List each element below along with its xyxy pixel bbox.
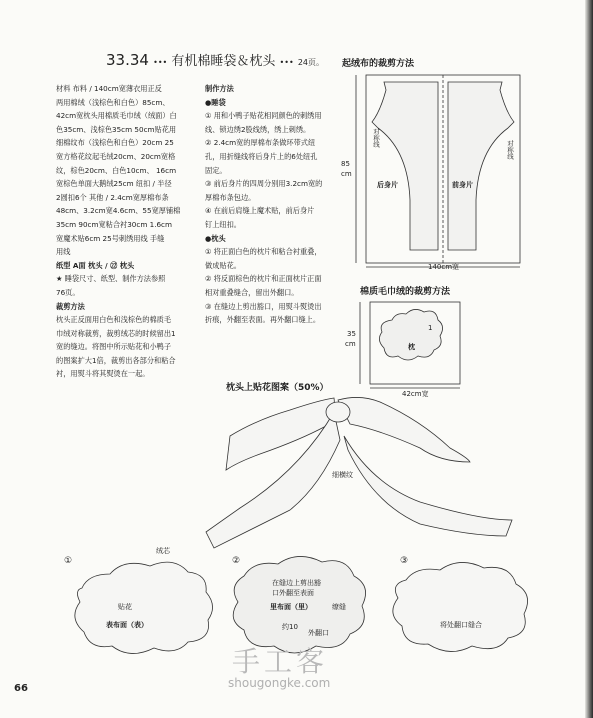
step-1-core-label: 绒芯 (156, 547, 170, 555)
project-number: 33.34 (106, 51, 149, 69)
text-line: 48cm、3.2cm宽4.6cm、55宽厚铺棉 (56, 206, 181, 216)
section-heading: 裁剪方法 (56, 301, 85, 311)
text-line: ③ 在缝边上剪出豁口，用熨斗熨烫出 (205, 301, 322, 311)
pillow-one-label: 1 (428, 324, 433, 332)
step-3-number: ③ (400, 556, 409, 566)
text-line: 相对重叠缝合，留出外翻口。 (205, 287, 299, 297)
section-heading: 制作方法 (205, 84, 234, 93)
text-line: 线、锁边绣2股线绣，绣上刺绣。 (205, 124, 311, 134)
step-1-number: ① (64, 556, 73, 566)
text-line: 巾绒对称裁剪，裁剪绒芯的时候留出1 (56, 328, 176, 338)
step-2-note-line2: 口外翻至表面 (272, 589, 314, 597)
step-1-caption-note: （表） (127, 621, 148, 629)
pillow-width-label: 42cm宽 (402, 390, 429, 398)
step-2-size-label: 约10 (282, 623, 298, 631)
step-2-number: ② (232, 556, 241, 566)
text-line: 衬，用熨斗将其熨烫在一起。 (56, 369, 150, 379)
title-pages: 24页。 (297, 58, 325, 67)
text-line: 色35cm、浅棕色35cm 50cm贴花用 (56, 124, 177, 134)
text-line: 用线 (56, 247, 71, 257)
text-line: 宽棕色单面大鹅绒25cm 纽扣 / 半径 (56, 179, 172, 189)
width-label: 140cm宽 (428, 263, 460, 271)
pillow-height-unit: cm (345, 340, 356, 348)
text-line: 纹，棕色20cm、白色10cm、 16cm (56, 165, 177, 175)
front-piece-label: 前身片 (452, 181, 473, 189)
text-line: 做成贴花。 (205, 260, 241, 270)
step-2-stitch-label: 缭缝 (332, 603, 346, 611)
text-line: 厚棉布条包边。 (205, 192, 256, 202)
step-2-center (270, 602, 312, 612)
text-line: 76页。 (56, 287, 80, 297)
page-number: 66 (14, 683, 28, 694)
subsection-heading: ●睡袋 (205, 97, 226, 107)
text-line: ② 2.4cm宽的厚棉布条做环带式纽 (205, 138, 316, 148)
pillow-height-label: 35 (347, 330, 356, 338)
sleeping-bag-cut-title: 起绒布的裁剪方法 (342, 59, 415, 69)
text-line: ④ 在前后肩缝上魔术贴，前后身片 (205, 206, 315, 216)
subsection-heading: ●枕头 (205, 233, 226, 243)
fold-line-label-right: 对称线 (506, 140, 514, 160)
text-line: 2圆扣6个 其他 / 2.4cm宽厚棉布条 (56, 192, 169, 202)
height-label: 85 (341, 160, 350, 168)
text-line: ① 将正面白色的枕片和粘合衬重叠， (205, 247, 322, 257)
text-line: ① 用和小鸭子贴花相同颜色的刺绣用 (205, 111, 322, 121)
text-line: 宽的缝边。将图中所示贴花和小鸭子 (56, 342, 172, 352)
text-line: 宽魔术贴6cm 25号刺绣用线 手缝 (56, 233, 165, 243)
text-line: 的图案扩大1倍，裁剪出各部分和粘合 (56, 355, 176, 365)
height-unit: cm (341, 170, 352, 178)
text-line: 纸型 A面 枕头 / ㉒ 枕头 (56, 260, 135, 270)
watermark-url: shougongke.com (228, 676, 331, 690)
project-title: 有机棉睡袋＆枕头 (171, 54, 276, 69)
step-2-note-line1: 在缝边上剪出豁 (272, 579, 321, 587)
text-line: 折痕，外翻至表面。再外翻口缝上。 (205, 315, 321, 325)
text-line: 固定。 (205, 165, 227, 175)
step-1-caption (106, 620, 148, 630)
title-dots-2: ••• (279, 58, 294, 67)
step-1-caption-text: 表布面 (106, 621, 127, 629)
fold-line-label-left: 对称线 (372, 128, 380, 148)
back-piece-label: 后身片 (377, 181, 398, 189)
text-line: 宽方格花纹起毛绒20cm、20cm宽格 (56, 151, 176, 161)
step-2-center-text: 里布面 (270, 603, 291, 611)
ribbon-grain-label: 细横纹 (332, 471, 353, 479)
text-line: 钉上纽扣。 (205, 219, 241, 229)
text-line: 孔，用折缝线将后身片上的6处纽孔 (205, 151, 318, 161)
step-1-applique-label: 贴花 (118, 603, 132, 611)
text-line: 材料 布料 / 140cm宽薄衣用正反 (56, 84, 162, 93)
watermark-text: 手工客 (232, 645, 329, 678)
text-line: 两用棉绒（浅棕色和白色）85cm、 (56, 97, 170, 107)
step-3-caption: 将处翻口缝合 (440, 621, 482, 629)
text-line: ③ 前后身片的四周分别用3.2cm宽的 (205, 179, 323, 189)
text-line: 枕头正反面用白色和浅棕色的棉质毛 (56, 315, 172, 325)
text-line: ② 将反面棕色的枕片和正面枕片正面 (205, 274, 322, 284)
text-line: 细棉纹布（浅棕色和白色）20cm 25 (56, 138, 174, 148)
step-2-turn-label: 外翻口 (308, 629, 329, 637)
pillow-cut-title: 棉质毛巾绒的裁剪方法 (360, 287, 451, 297)
pillow-label: 枕 (408, 343, 415, 351)
applique-title: 枕头上贴花图案（50%） (226, 383, 329, 393)
text-line: 35cm 90cm宽粘合衬30cm 1.6cm (56, 219, 173, 229)
text-line: 42cm宽枕头用棉质毛巾绒（绒面）白 (56, 111, 177, 121)
step-2-center-note: （里） (291, 603, 312, 611)
text-line: ★ 睡袋尺寸、纸型、制作方法参照 (56, 274, 166, 284)
title-dots: ••• (153, 58, 168, 67)
